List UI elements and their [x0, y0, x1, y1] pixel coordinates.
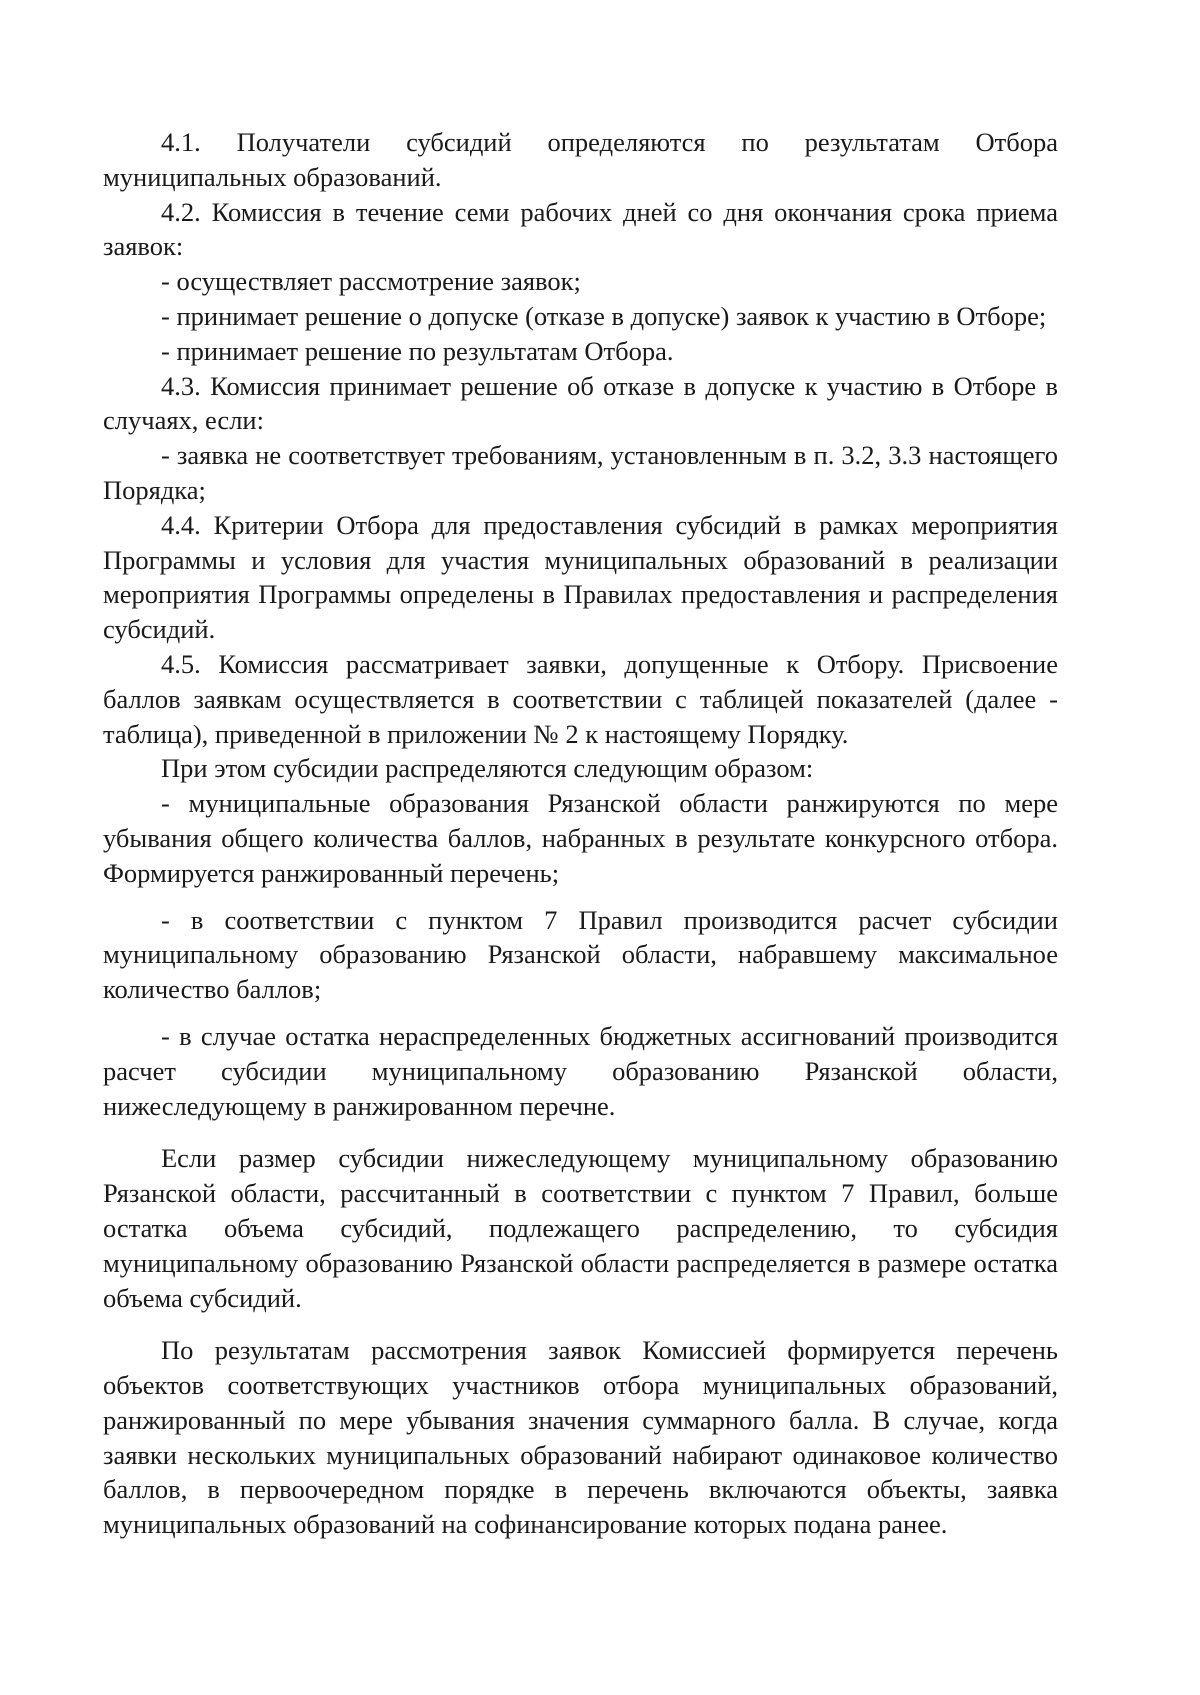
paragraph-4-1: 4.1. Получатели субсидий определяются по результатам Отбора муниципальных образований. [103, 127, 1058, 192]
list-item: - осуществляет рассмотрение заявок; [161, 266, 581, 297]
paragraph-remainder-rule: Если размер субсидии нижеследующему муниципальному образованию Рязанской области, рассчитанный в соответствии с пунктом 7 Правил, больше остатка объема субсидий, подлежащего распределению, то субсидия муниципальному образованию Рязанской области распределяется в размере остатка объема субсидий. [103, 1143, 1058, 1313]
paragraph-4-3: 4.3. Комиссия принимает решение об отказе в допуске к участию в Отборе в случаях, если: [103, 370, 1058, 436]
list-item: - принимает решение по результатам Отбора. [161, 335, 674, 366]
paragraph-4-2: 4.2. Комиссия в течение семи рабочих дней со дня окончания срока приема заявок: [103, 196, 1058, 262]
list-item: - муниципальные образования Рязанской области ранжируются по мере убывания общего количества баллов, набранных в результате конкурсного отбора. Формируется ранжированный перечень; [103, 788, 1058, 888]
list-item: - заявка не соответствует требованиям, установленным в п. 3.2, 3.3 настоящего Порядка; [103, 440, 1058, 505]
list-item: - в случае остатка нераспределенных бюджетных ассигнований производится расчет субсидии муниципальному образованию Рязанской области, нижеследующему в ранжированном перечне. [103, 1020, 1058, 1121]
paragraph-distribution-intro: При этом субсидии распределяются следующим образом: [161, 753, 814, 784]
paragraph-4-4: 4.4. Критерии Отбора для предоставления субсидий в рамках мероприятия Программы и условия для участия муниципальных образований в реализации мероприятия Программы определены в Правилах предоставления и распределения субсидий. [103, 509, 1058, 645]
paragraph-ranking-list: По результатам рассмотрения заявок Комиссией формируется перечень объектов соответствующих участников отбора муниципальных образований, ранжированный по мере убывания значения суммарного балла. В случае, когда заявки нескольких муниципальных образований набирают одинаковое количество баллов, в первоочередном порядке в перечень включаются объекты, заявка муниципальных образований на софинансирование которых подана ранее. [103, 1335, 1058, 1540]
paragraph-4-5: 4.5. Комиссия рассматривает заявки, допущенные к Отбору. Присвоение баллов заявкам осуществляется в соответствии с таблицей показателей (далее - таблица), приведенной в приложении № 2 к настоящему Порядку. [103, 648, 1058, 749]
list-item: - в соответствии с пунктом 7 Правил производится расчет субсидии муниципальному образованию Рязанской области, набравшему максимальное количество баллов; [103, 904, 1058, 1005]
document-body [103, 125, 1058, 1542]
list-item: - принимает решение о допуске (отказе в допуске) заявок к участию в Отборе; [161, 300, 1047, 331]
